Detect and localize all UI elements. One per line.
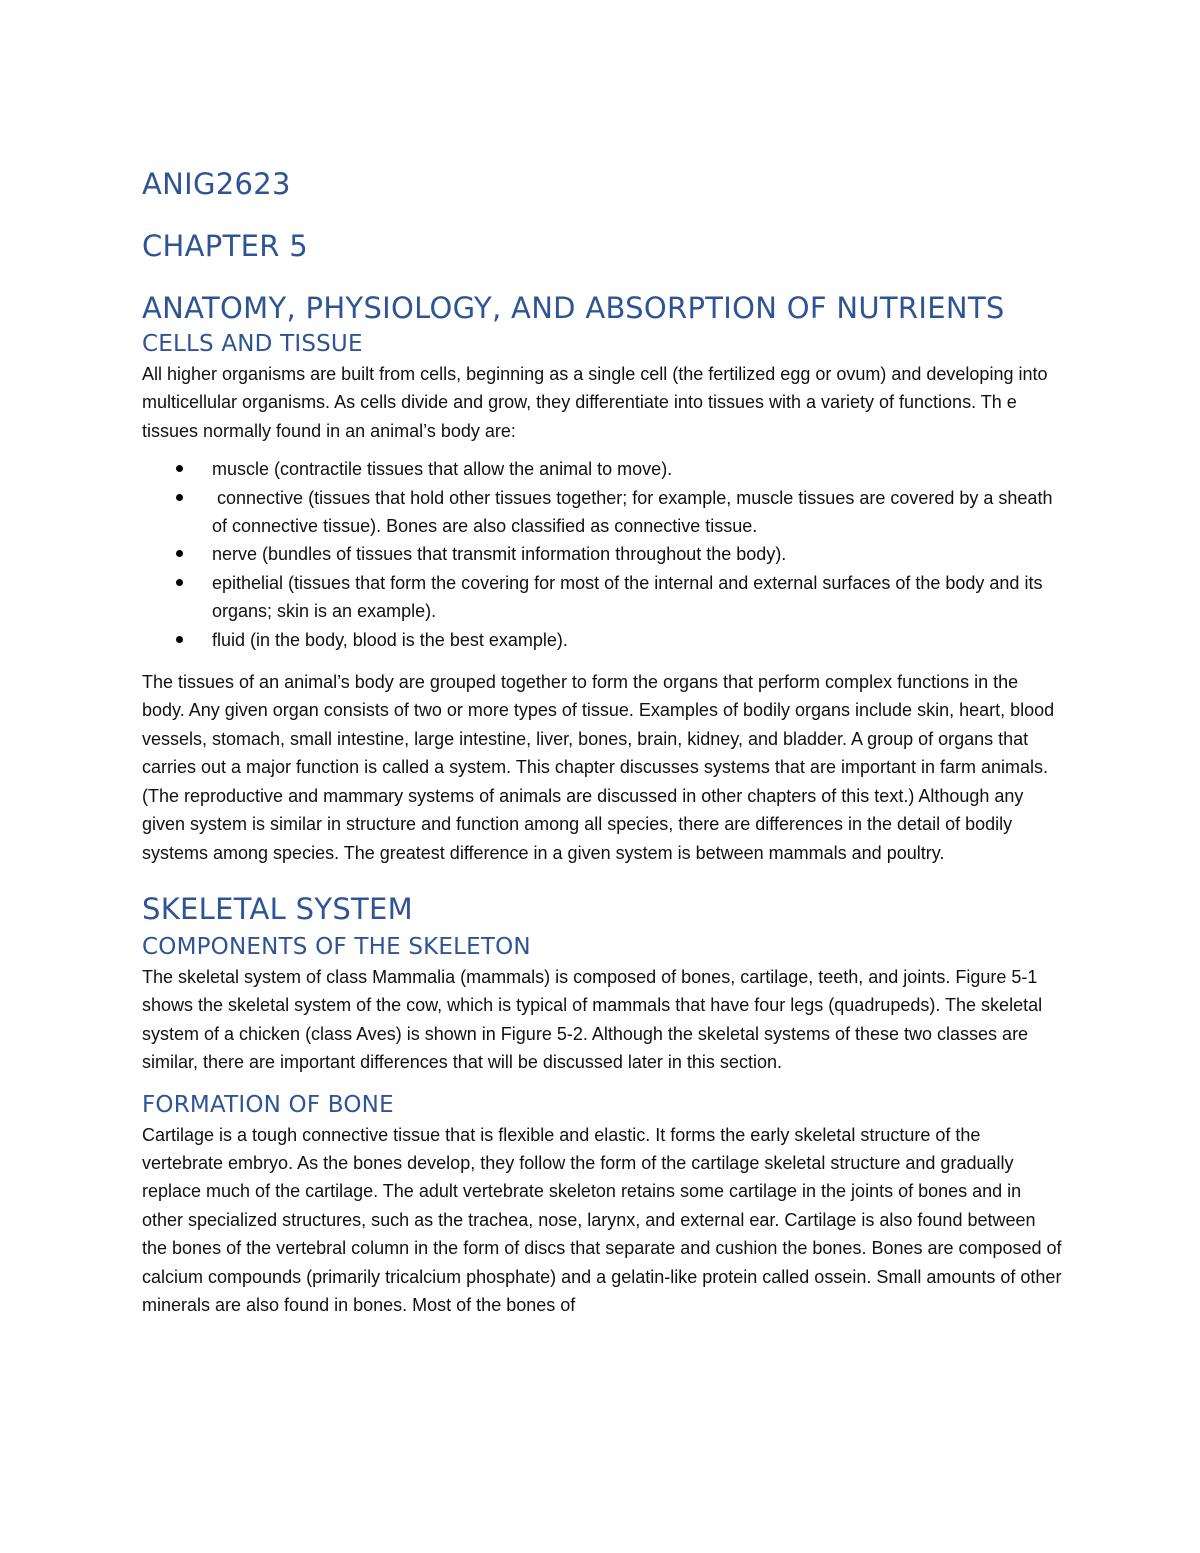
skeletal-system-heading: SKELETAL SYSTEM bbox=[142, 891, 413, 926]
components-heading: COMPONENTS OF THE SKELETON bbox=[142, 933, 531, 960]
formation-paragraph: Cartilage is a tough connective tissue that is flexible and elastic. It forms the early skeletal structure of the vertebrate embryo. As the bones develop, they follow the form of the cartilage skeletal structure and gradually replace much of the cartilage. The adult vertebrate skeleton retains some cartilage in the joints of bones and in other specialized structures, such as the trachea, nose, larynx, and external ear. Cartilage is also found between the bones of the vertebral column in the form of discs that separate and cushion the bones. Bones are composed of calcium compounds (primarily tricalcium phosphate) and a gelatin-like protein called ossein. Small amounts of other minerals are also found in bones. Most of the bones of bbox=[142, 1124, 1062, 1315]
bullet-icon bbox=[176, 465, 183, 472]
chapter-title: ANATOMY, PHYSIOLOGY, AND ABSORPTION OF NUTRIENTS bbox=[142, 291, 1005, 325]
cells-intro-paragraph: All higher organisms are built from cells, beginning as a single cell (the fertilized egg or ovum) and developing into multicellular organisms. As cells divide and grow, they differentiate into tissues with a variety of functions. Th e tissues normally found in an animal’s body are: bbox=[142, 364, 1048, 441]
bullet-icon bbox=[176, 494, 183, 501]
list-item-text: connective (tissues that hold other tissues together; for example, muscle tissues are covered by a sheath of connective tissue). Bones are also classified as connective tissue. bbox=[212, 487, 1058, 537]
components-paragraph: The skeletal system of class Mammalia (mammals) is composed of bones, cartilage, teeth, and joints. Figure 5-1 shows the skeletal system of the cow, which is typical of mammals that have four legs (quadrupeds). The skeletal system of a chicken (class Aves) is shown in Figure 5-2. Although the skeletal systems of these two classes are similar, there are important differences that will be discussed later in this section. bbox=[142, 966, 1043, 1073]
list-item bbox=[142, 455, 1062, 483]
list-item bbox=[142, 626, 1062, 654]
bullet-icon bbox=[176, 579, 183, 586]
chapter-number: CHAPTER 5 bbox=[142, 229, 308, 263]
list-item-text: epithelial (tissues that form the covering for most of the internal and external surfaces of the body and its organs; skin is an example). bbox=[212, 572, 1043, 622]
list-item bbox=[142, 484, 1062, 541]
list-item-text: nerve (bundles of tissues that transmit information throughout the body). bbox=[212, 544, 787, 565]
organs-paragraph: The tissues of an animal’s body are grouped together to form the organs that perform complex functions in the body. Any given organ consists of two or more types of tissue. Examples of bodily organs include skin, heart, blood vessels, stomach, small intestine, large intestine, liver, bones, brain, kidney, and bladder. A group of organs that carries out a major function is called a system. This chapter discusses systems that are important in farm animals. (The reproductive and mammary systems of animals are discussed in other chapters of this text.) Although any given system is similar in structure and function among all species, there are differences in the detail of bodily systems among species. The greatest difference in a given system is between mammals and poultry. bbox=[142, 672, 1055, 863]
tissue-types-list bbox=[142, 455, 1062, 654]
course-code: ANIG2623 bbox=[142, 167, 291, 201]
list-item bbox=[142, 569, 1062, 626]
list-item-text: fluid (in the body, blood is the best example). bbox=[212, 629, 568, 650]
bullet-icon bbox=[176, 636, 183, 643]
document-page bbox=[142, 160, 1062, 1319]
list-item-text: muscle (contractile tissues that allow the animal to move). bbox=[212, 459, 673, 480]
formation-of-bone-heading: FORMATION OF BONE bbox=[142, 1091, 394, 1118]
list-item bbox=[142, 540, 1062, 568]
bullet-icon bbox=[176, 550, 183, 557]
cells-and-tissue-heading: CELLS AND TISSUE bbox=[142, 331, 363, 357]
